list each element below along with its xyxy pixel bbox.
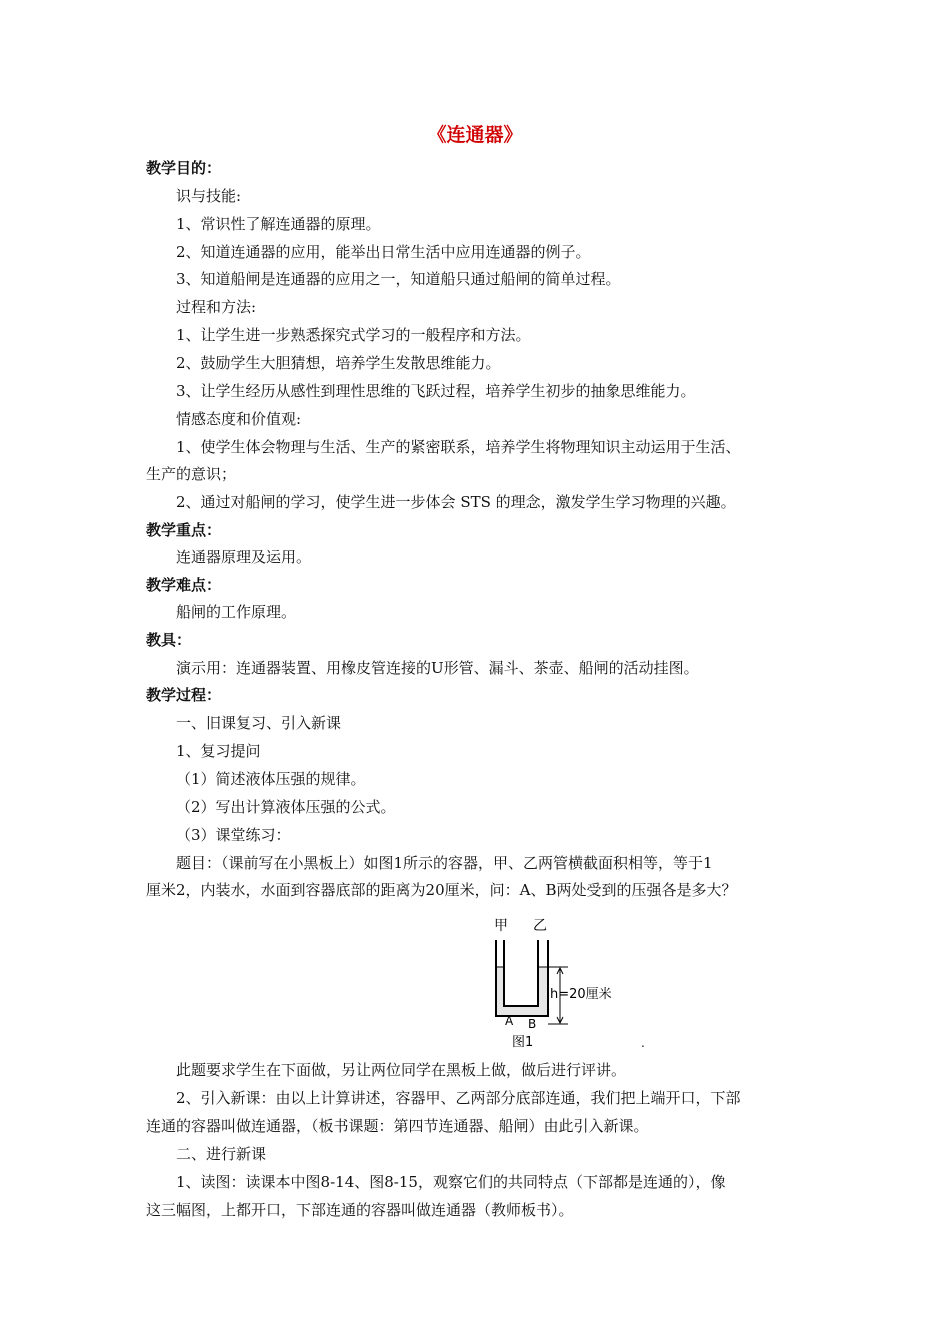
heading-teaching-process: 教学过程： (146, 686, 222, 704)
key-points-text: 连通器原理及运用。 (176, 548, 312, 566)
read-figure-text: 1、读图：读课本中图8-14、图8-15，观察它们的共同特点（下部都是连通的），像 (176, 1173, 726, 1191)
u-tube-figure (488, 912, 628, 1052)
figure-caption: 图1 (512, 1035, 534, 1050)
emotion-item-2: 2、通过对船闸的学习，使学生进一步体会 STS 的理念，激发学生学习物理的兴趣。 (176, 493, 736, 511)
emotion-item-1: 1、使学生体会物理与生活、生产的紧密联系，培养学生将物理知识主动运用于生活、 (176, 438, 741, 456)
step-2-title: 二、进行新课 (176, 1145, 267, 1163)
step-1-1: 1、复习提问 (176, 742, 261, 760)
water-right (539, 967, 547, 1015)
process-item-2: 2、鼓励学生大胆猜想，培养学生发散思维能力。 (176, 354, 501, 372)
point-a-label: A (505, 1014, 514, 1028)
emotion-item-1-cont: 生产的意识； (146, 465, 237, 483)
tools-text: 演示用：连通器装置、用橡皮管连接的U形管、漏斗、茶壶、船闸的活动挂图。 (176, 659, 699, 677)
question-3: （3）课堂练习： (176, 826, 291, 844)
heading-key-points: 教学重点： (146, 521, 222, 539)
container-inner (504, 940, 538, 1006)
intro-text: 2、引入新课：由以上计算讲述，容器甲、乙两部分底部连通，我们把上端开口，下部 (176, 1089, 741, 1107)
difficulty-text: 船闸的工作原理。 (176, 603, 297, 621)
problem-text-cont: 厘米2，内装水，水面到容器底部的距离为20厘米，问：A、B两处受到的压强各是多大？ (146, 881, 737, 899)
knowledge-item-2: 2、知道连通器的应用，能举出日常生活中应用连通器的例子。 (176, 243, 591, 261)
height-label: h=20厘米 (550, 987, 612, 1002)
knowledge-heading: 识与技能: (176, 187, 242, 205)
read-figure-text-cont: 这三幅图，上都开口，下部连通的容器叫做连通器（教师板书）。 (146, 1201, 574, 1219)
water-left (497, 967, 503, 1015)
question-1: （1）简述液体压强的规律。 (176, 770, 366, 788)
heading-difficulty: 教学难点： (146, 576, 222, 594)
heading-tools: 教具： (146, 631, 192, 649)
process-item-1: 1、让学生进一步熟悉探究式学习的一般程序和方法。 (176, 326, 531, 344)
heading-objectives: 教学目的： (146, 159, 222, 177)
question-2: （2）写出计算液体压强的公式。 (176, 798, 396, 816)
figure-label-jia: 甲 (494, 918, 508, 934)
figure-label-yi: 乙 (533, 918, 547, 934)
emotion-heading: 情感态度和价值观: (176, 410, 302, 428)
knowledge-item-3: 3、知道船闸是连通器的应用之一，知道船只通过船闸的简单过程。 (176, 270, 621, 288)
point-b-label: B (528, 1017, 537, 1031)
knowledge-item-1: 1、常识性了解连通器的原理。 (176, 215, 381, 233)
step-1-title: 一、旧课复习、引入新课 (176, 714, 342, 732)
after-figure-text: 此题要求学生在下面做，另让两位同学在黑板上做，做后进行评讲。 (176, 1061, 627, 1079)
figure-dot: . (641, 1036, 645, 1050)
process-item-3: 3、让学生经历从感性到理性思维的飞跃过程，培养学生初步的抽象思维能力。 (176, 382, 696, 400)
problem-text: 题目：（课前写在小黑板上）如图1所示的容器，甲、乙两管横截面积相等，等于1 (176, 854, 713, 872)
document-title: 《连通器》 (427, 124, 523, 146)
process-heading: 过程和方法: (176, 298, 257, 316)
intro-text-cont: 连通的容器叫做连通器，（板书课题：第四节连通器、船闸）由此引入新课。 (146, 1117, 649, 1135)
